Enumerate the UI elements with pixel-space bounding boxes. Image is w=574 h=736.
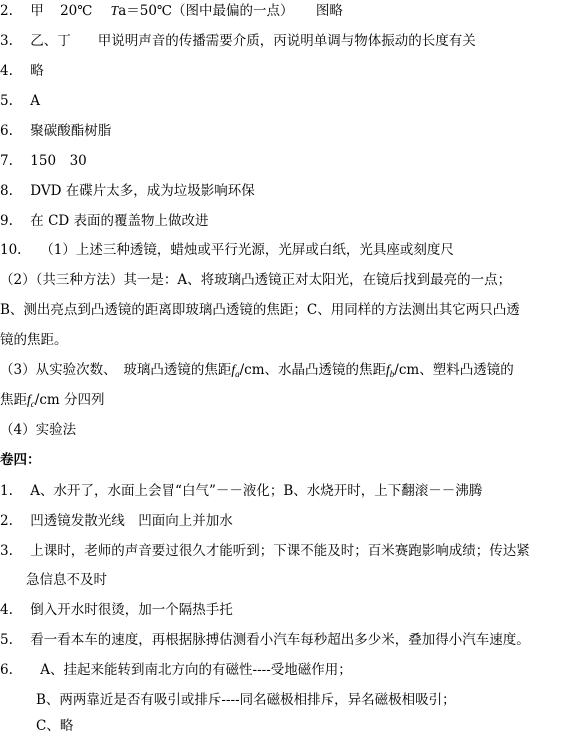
answer-text: B、两两靠近是否有吸引或排斥----同名磁极相排斥，异名磁极相吸引； [36,692,456,708]
section4-line-4 [0,600,233,620]
item-number: 4. [0,602,13,618]
answer-text: 镜的焦距。 [0,332,68,348]
section-heading [0,450,41,470]
item-number: 1. [0,483,13,499]
answer-text: 聚碳酸酯树脂 [30,123,112,139]
answer-text: 凹透镜发散光线 凹面向上并加水 [30,513,233,529]
section4-line-6-b [36,690,456,710]
section4-line-6-c [36,716,73,736]
focal-subscript: c [30,399,35,409]
answer-line-10-part3-cont [0,390,104,410]
item-number: 4. [0,63,13,79]
answer-line-5 [0,91,40,111]
answer-text: （3）从实验次数、 玻璃凸透镜的焦距 [0,362,232,378]
answer-text: （1）上述三种透镜，蜡烛或平行光源，光屏或白纸，光具座或刻度尺 [40,242,454,258]
section4-line-5 [0,630,530,650]
item-number: 2. [0,3,13,19]
answer-text: （4）实验法 [0,422,77,438]
focal-symbol: f [231,362,236,377]
answer-text: 在 CD 表面的覆盖物上做改进 [30,213,209,229]
answer-text: 看一看本车的速度，再根据脉搏估测看小汽车每秒超出多少米，叠加得小汽车速度。 [30,632,530,648]
item-number: 6. [0,662,13,678]
answer-text: A、挂起来能转到南北方向的有磁性----受地磁作用； [40,662,352,678]
answer-text: 20℃ [60,3,93,19]
item-number: 7. [0,153,13,169]
variable-t: T [110,3,119,18]
answer-line-9 [0,211,209,231]
section4-line-3 [0,541,530,561]
section-title: 卷四： [0,452,41,468]
answer-text: /cm 分四列 [34,392,105,408]
answer-text: ＝50℃（图中最偏的一点） [126,3,294,19]
answer-text: 乙、丁 甲说明声音的传播需要介质，丙说明单调与物体振动的长度有关 [30,33,476,49]
section4-line-6 [0,660,352,680]
answer-line-3 [0,31,476,51]
answer-line-4 [0,61,44,81]
item-number: 8. [0,183,13,199]
answer-line-7 [0,151,87,171]
item-number: 5. [0,93,13,109]
answer-line-10-part2-end [0,330,68,350]
item-number: 3. [0,33,13,49]
answer-text: 图略 [315,3,343,19]
item-number: 9. [0,213,13,229]
answer-text: 焦距 [0,392,27,408]
answer-text: A [30,93,41,109]
answer-text: （2）（共三种方法）其一是：A、将玻璃凸透镜正对太阳光，在镜后找到最亮的一点； [0,272,512,288]
answer-text: 甲 [30,3,44,19]
item-number: 5. [0,632,13,648]
item-number: 10. [0,242,22,258]
answer-line-10-part2 [0,270,511,290]
answer-line-10-part4 [0,420,76,440]
focal-symbol: f [27,392,31,407]
answer-text: /cm、塑料凸透镜的 [394,362,514,378]
answer-line-6 [0,121,111,141]
answer-text: 略 [30,63,44,79]
answer-line-2 [0,1,343,21]
section4-line-1 [0,481,482,501]
answer-text: 上课时，老师的声音要过很久才能听到；下课不能及时；百米赛跑影响成绩；传达紧 [30,543,530,559]
item-number: 2. [0,513,13,529]
answer-line-8 [0,181,255,201]
focal-subscript: a [235,369,240,379]
focal-subscript: b [389,369,395,379]
answer-text: /cm、水晶凸透镜的焦距 [239,362,387,378]
answer-line-10-part2-cont [0,300,520,320]
section4-line-3-cont [26,570,107,590]
answer-text: A、水开了，水面上会冒“白气”－－液化；B、水烧开时，上下翻滚－－沸腾 [30,483,483,499]
variable-subscript: a [118,3,127,19]
answer-text: DVD 在碟片太多，成为垃圾影响环保 [30,183,255,199]
item-number: 6. [0,123,13,139]
answer-text: C、略 [36,718,74,734]
answer-line-10-part3 [0,360,514,380]
answer-text: 倒入开水时很烫，加一个隔热手托 [30,602,233,618]
answer-text: 急信息不及时 [26,572,107,588]
section4-line-2 [0,511,233,531]
answer-text: B、测出亮点到凸透镜的距离即玻璃凸透镜的焦距；C、用同样的方法测出其它两只凸透 [0,302,520,318]
focal-symbol: f [386,362,390,377]
item-number: 3. [0,543,13,559]
answer-text: 150 30 [30,153,87,169]
answer-line-10 [0,240,454,260]
